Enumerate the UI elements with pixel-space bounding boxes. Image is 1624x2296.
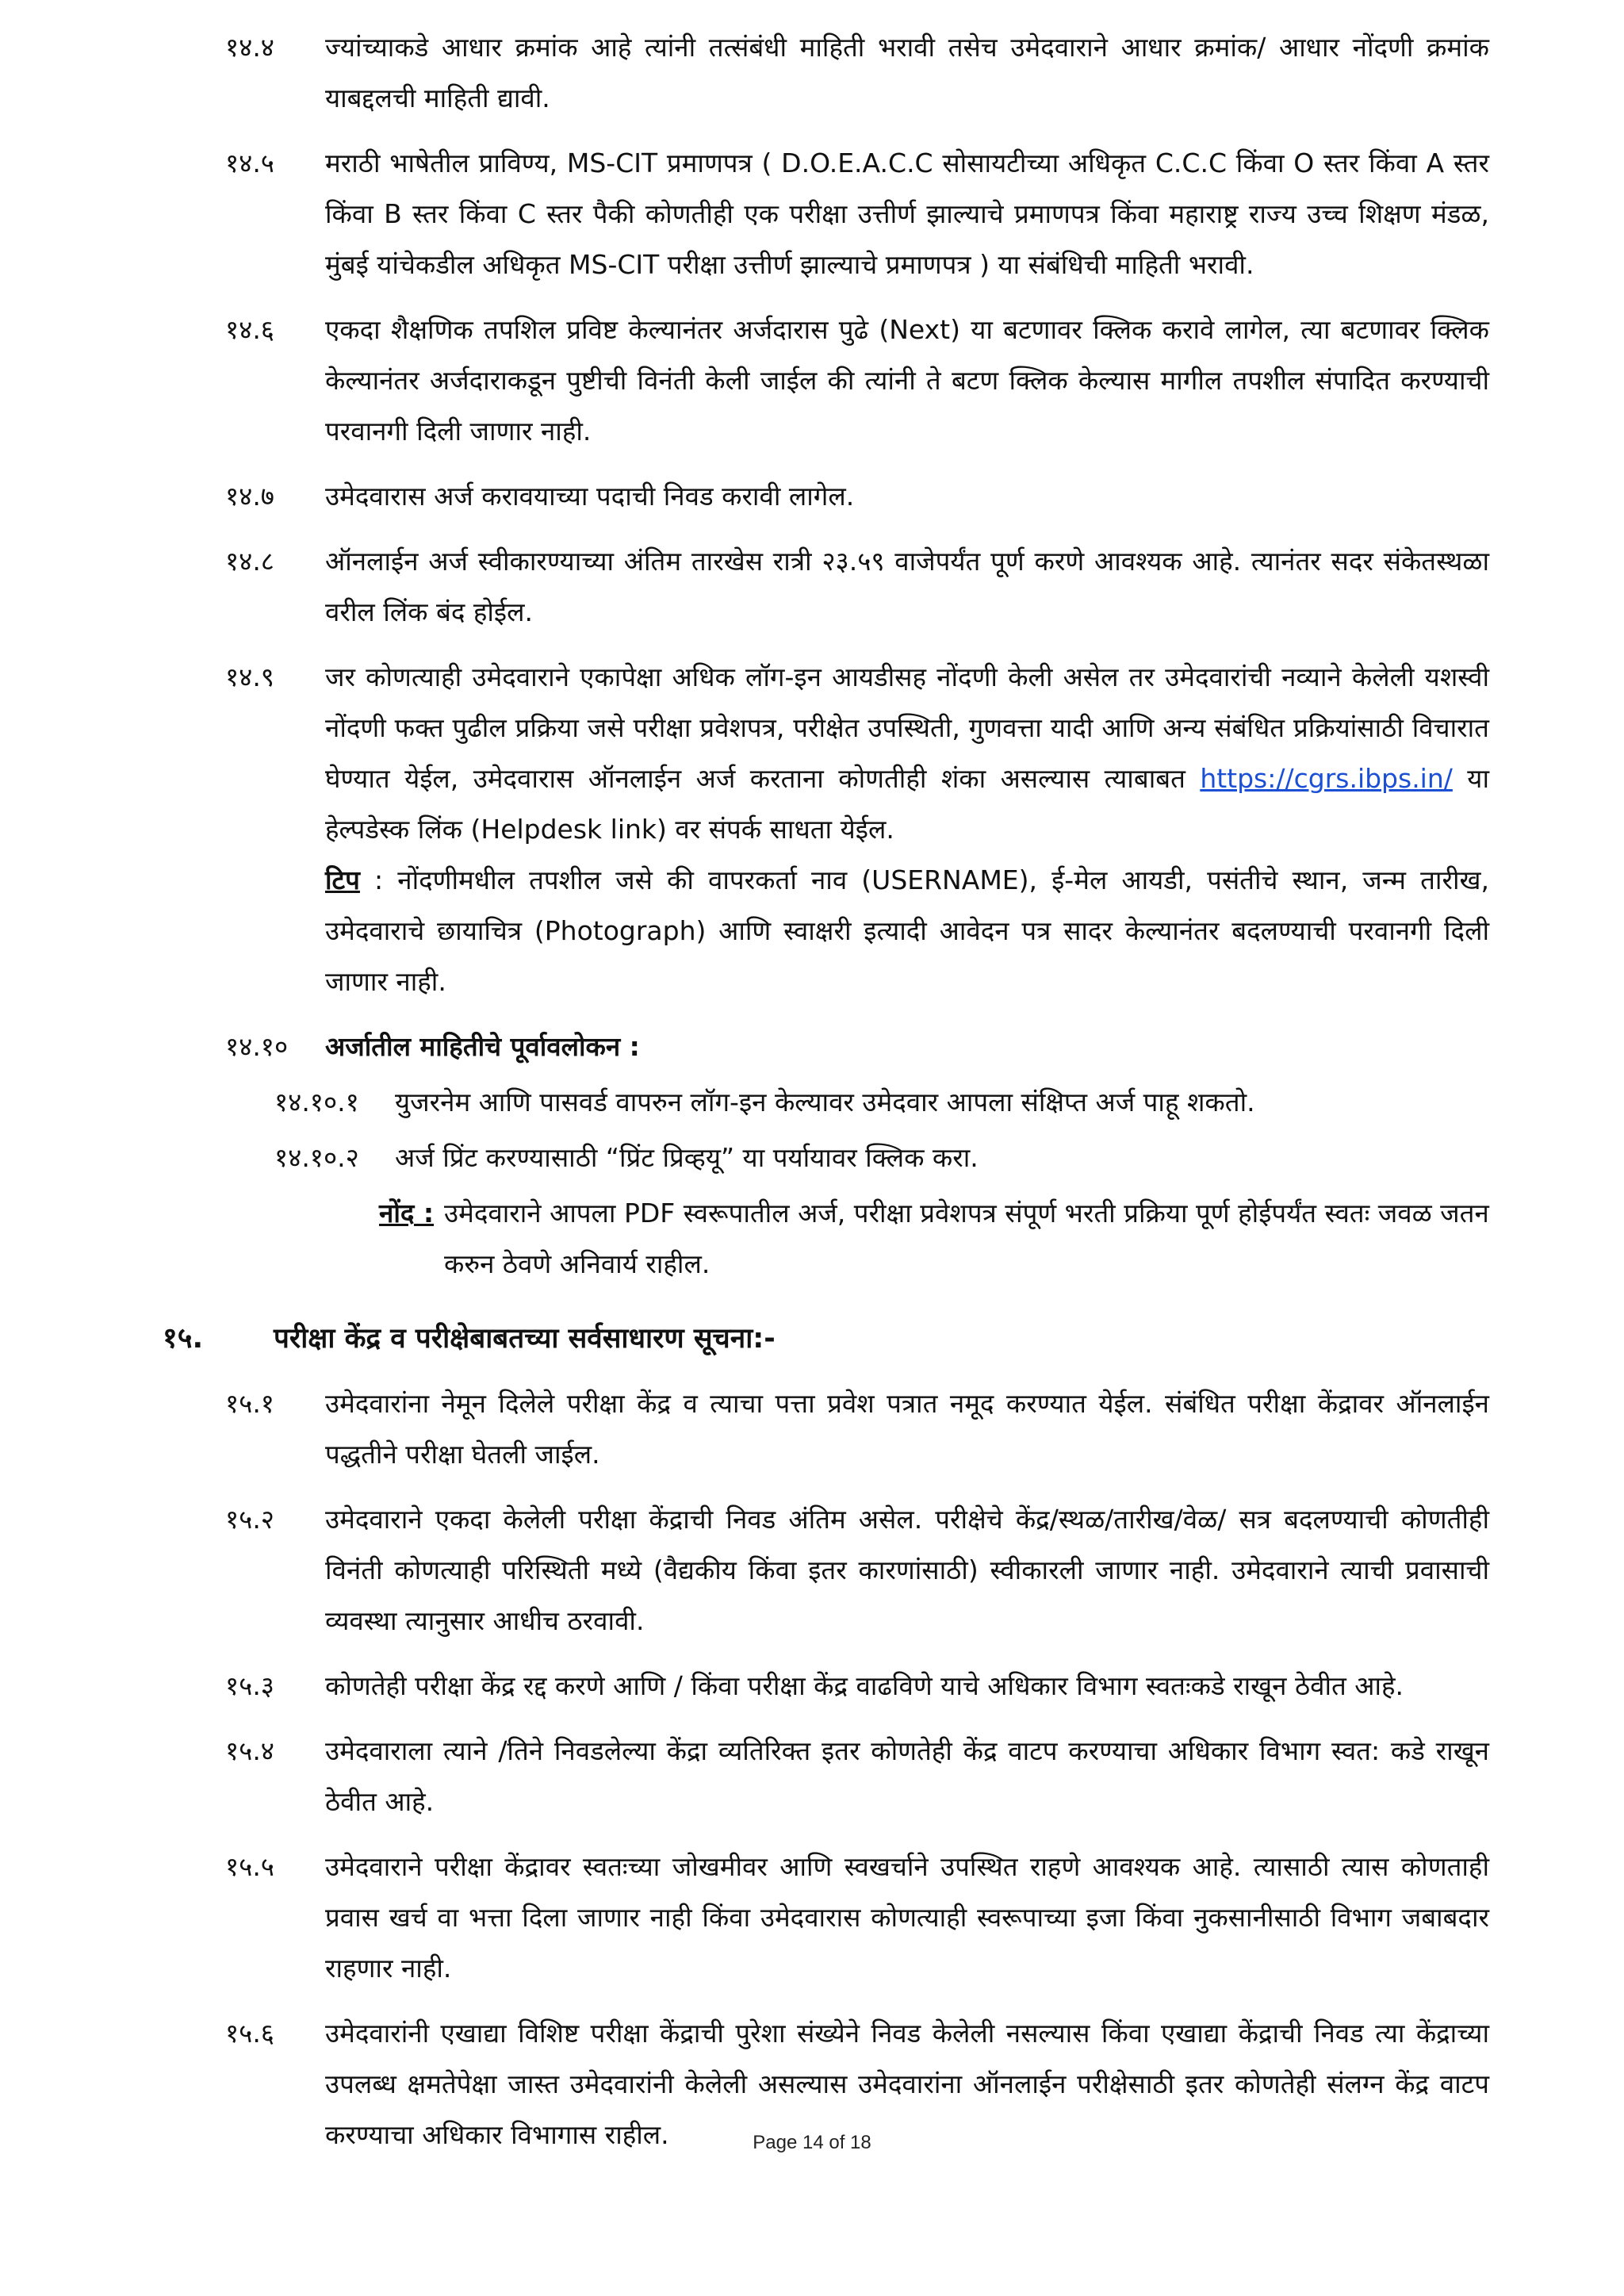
clause-number: १५.१ <box>225 1388 274 1419</box>
tip-text: : नोंदणीमधील तपशील जसे की वापरकर्ता नाव (USERNAME), ई-मेल आयडी, पसंतीचे स्थान, जन्म तारीख, उमेदवाराचे छायाचित्र (Photograph) आणि स्वाक्षरी इत्यादी आवेदन पत्र सादर केल्यानंतर बदलण्याची परवानगी दिली जाणार नाही. <box>325 864 1489 997</box>
clause-text: उमेदवारांनी एखाद्या विशिष्ट परीक्षा केंद्राची पुरेशा संख्येने निवड केलेली नसल्यास किंवा एखाद्या केंद्राची निवड त्या केंद्राच्या उपलब्ध क्षमतेपेक्षा जास्त उमेदवारांनी केलेली असल्यास उमेदवारांना ऑनलाईन परीक्षेसाठी इतर कोणतेही संलग्न केंद्र वाटप करण्याचा अधिकार विभागास राहील. <box>325 2018 1489 2150</box>
clause-text: उमेदवाराने एकदा केलेली परीक्षा केंद्राची निवड अंतिम असेल. परीक्षेचे केंद्र/स्थळ/तारीख/वेळ/ सत्र बदलण्याची कोणतीही विनंती कोणत्याही परिस्थिती मध्ये (वैद्यकीय किंवा इतर कारणांसाठी) स्वीकारली जाणार नाही. उमेदवाराने त्याची प्रवासाची व्यवस्था त्यानुसार आधीच ठरवावी. <box>325 1504 1489 1636</box>
clause-number: १४.७ <box>225 481 274 512</box>
clause-14-8 <box>0 536 1624 638</box>
page-footer: Page 14 of 18 <box>753 2132 871 2153</box>
clause-number: १४.४ <box>225 32 274 63</box>
clause-text: उमेदवारांना नेमून दिलेले परीक्षा केंद्र व त्याचा पत्ता प्रवेश पत्रात नमूद करण्यात येईल. संबंधित परीक्षा केंद्रावर ऑनलाईन पद्धतीने परीक्षा घेतली जाईल. <box>325 1388 1489 1470</box>
helpdesk-link[interactable]: https://cgrs.ibps.in/ <box>1200 763 1453 794</box>
clause-14-6 <box>0 305 1624 457</box>
clause-number: १५.४ <box>225 1735 274 1766</box>
clause-number: १४.८ <box>225 546 274 577</box>
note-label: नोंद : <box>379 1198 435 1228</box>
clause-14-5 <box>0 138 1624 290</box>
clause-text: मराठी भाषेतील प्राविण्य, MS-CIT प्रमाणपत्र ( D.O.E.A.C.C सोसायटीच्या अधिकृत C.C.C किंवा O स्तर किंवा A स्तर किंवा B स्तर किंवा C स्तर पैकी कोणतीही एक परीक्षा उत्तीर्ण झाल्याचे प्रमाणपत्र किंवा महाराष्ट्र राज्य उच्च शिक्षण मंडळ, मुंबई यांचेकडील अधिकृत MS-CIT परीक्षा उत्तीर्ण झाल्याचे प्रमाणपत्र ) या संबंधिची माहिती भरावी. <box>325 148 1489 280</box>
page-content <box>0 22 1624 2175</box>
clause-text-part: जर कोणत्याही उमेदवाराने एकापेक्षा अधिक लॉग-इन आयडीसह नोंदणी केली असेल तर उमेदवारांची नव्याने केलेली यशस्वी नोंदणी फक्त पुढील प्रक्रिया जसे परीक्षा प्रवेशपत्र, परीक्षेत उपस्थिती, गुणवत्ता यादी आणि अन्य संबंधित प्रक्रियांसाठी विचारात घेण्यात येईल, उमेदवारास ऑनलाईन अर्ज करताना कोणतीही शंका असल्यास त्याबाबत <box>325 661 1489 794</box>
clause-text: एकदा शैक्षणिक तपशिल प्रविष्ट केल्यानंतर अर्जदारास पुढे (Next) या बटणावर क्लिक करावे लागेल, त्या बटणावर क्लिक केल्यानंतर अर्जदाराकडून पुष्टीची विनंती केली जाईल की त्यांनी ते बटण क्लिक केल्यास मागील तपशील संपादित करण्याची परवानगी दिली जाणार नाही. <box>325 314 1489 447</box>
clause-text: उमेदवाराने परीक्षा केंद्रावर स्वतःच्या जोखमीवर आणि स्वखर्चाने उपस्थित राहणे आवश्यक आहे. त्यासाठी त्यास कोणताही प्रवास खर्च वा भत्ता दिला जाणार नाही किंवा उमेदवारास कोणत्याही स्वरूपाच्या इजा किंवा नुकसानीसाठी विभाग जबाबदार राहणार नाही. <box>325 1851 1489 1984</box>
clause-15-3 <box>0 1661 1624 1711</box>
subclause-number: १४.१०.२ <box>274 1142 359 1173</box>
clause-number: १५.५ <box>225 1851 274 1882</box>
clause-14-10 <box>0 1022 1624 1072</box>
clause-15-5 <box>0 1842 1624 1994</box>
clause-text: उमेदवाराला त्याने /तिने निवडलेल्या केंद्रा व्यतिरिक्त इतर कोणतेही केंद्र वाटप करण्याचा अधिकार विभाग स्वत: कडे राखून ठेवीत आहे. <box>325 1735 1489 1817</box>
clause-14-9 <box>0 652 1624 1007</box>
clause-heading: अर्जातील माहितीचे पूर्वावलोकन : <box>325 1031 640 1062</box>
clause-text: उमेदवारास अर्ज करावयाच्या पदाची निवड करावी लागेल. <box>325 481 855 512</box>
pdf-retention-note <box>0 1188 1624 1290</box>
clause-number: १५.३ <box>225 1670 274 1701</box>
clause-text: कोणतेही परीक्षा केंद्र रद्द करणे आणि / किंवा परीक्षा केंद्र वाढविणे याचे अधिकार विभाग स्वतःकडे राखून ठेवीत आहे. <box>325 1670 1404 1701</box>
clause-text <box>325 652 1489 855</box>
clause-14-4 <box>0 22 1624 124</box>
clause-14-10-2 <box>0 1133 1624 1183</box>
section-number: १५. <box>163 1322 204 1355</box>
clause-number: १४.९ <box>225 661 274 692</box>
clause-15-4 <box>0 1726 1624 1827</box>
section-title: परीक्षा केंद्र व परीक्षेबाबतच्या सर्वसाधारण सूचना:- <box>274 1323 776 1355</box>
clause-number: १४.५ <box>225 148 274 178</box>
clause-14-7 <box>0 471 1624 522</box>
clause-14-10-1 <box>0 1077 1624 1128</box>
clause-text: ज्यांच्याकडे आधार क्रमांक आहे त्यांनी तत्संबंधी माहिती भरावी तसेच उमेदवाराने आधार क्रमांक/ आधार नोंदणी क्रमांक याबद्दलची माहिती द्यावी. <box>325 32 1489 113</box>
tip-note <box>325 855 1489 1007</box>
subclause-text: युजरनेम आणि पासवर्ड वापरुन लॉग-इन केल्यावर उमेदवार आपला संक्षिप्त अर्ज पाहू शकतो. <box>395 1087 1255 1117</box>
clause-number: १५.२ <box>225 1504 274 1535</box>
clause-text-part: या हेल्पडेस्क लिंक (Helpdesk link) वर संपर्क साधता येईल. <box>325 763 1489 845</box>
section-15-heading <box>0 1313 1624 1364</box>
clause-number: १४.१० <box>225 1031 289 1062</box>
note-text: उमेदवाराने आपला PDF स्वरूपातील अर्ज, परीक्षा प्रवेशपत्र संपूर्ण भरती प्रक्रिया पूर्ण होईपर्यंत स्वतः जवळ जतन करुन ठेवणे अनिवार्य राहील. <box>444 1198 1489 1279</box>
subclause-text: अर्ज प्रिंट करण्यासाठी “प्रिंट प्रिव्हयू” या पर्यायावर क्लिक करा. <box>395 1142 979 1173</box>
clause-number: १५.६ <box>225 2018 274 2049</box>
clause-text: ऑनलाईन अर्ज स्वीकारण्याच्या अंतिम तारखेस रात्री २३.५९ वाजेपर्यंत पूर्ण करणे आवश्यक आहे. त्यानंतर सदर संकेतस्थळा वरील लिंक बंद होईल. <box>325 546 1489 627</box>
clause-15-1 <box>0 1378 1624 1480</box>
clause-number: १४.६ <box>225 314 274 345</box>
tip-label: टिप <box>325 864 360 895</box>
clause-15-2 <box>0 1494 1624 1646</box>
subclause-number: १४.१०.१ <box>274 1087 359 1117</box>
